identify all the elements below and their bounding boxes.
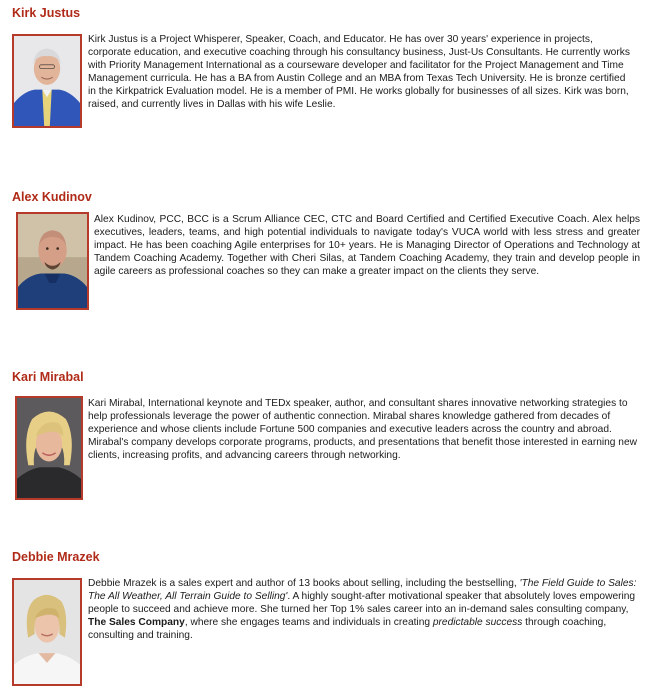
speaker-name: Kari Mirabal (12, 370, 84, 384)
speaker-name: Debbie Mrazek (12, 550, 100, 564)
speaker-photo (12, 578, 82, 686)
book-title: 'The Field Guide to Sales: The All Weather, All Terrain Guide to Selling' (88, 578, 637, 603)
speaker-photo (16, 212, 89, 310)
bio-text: Debbie Mrazek is a sales expert and author of 13 books about selling, including the bestselling, (88, 578, 520, 589)
speaker-bio: Kari Mirabal, International keynote and TEDx speaker, author, and consultant shares innovative networking strategies to help professionals leverage the power of authentic connection. Mirabal shares knowledge gathered from decades of experience and whose clients include Fortune 500 companies and executive leaders across the country and abroad. Mirabal's company develops corporate programs, products, and presentations that benefit those interested in earning new clients, increasing profits, and advancing careers through networking. (88, 398, 637, 462)
speaker-photo (12, 34, 82, 128)
bio-text: , where she engages teams and individuals in creating (184, 617, 433, 629)
speaker-bio: Alex Kudinov, PCC, BCC is a Scrum Alliance CEC, CTC and Board Certified and Certified Executive Coach. Alex helps executives, leaders, teams, and high potential individuals to navigate today's VUCA world with less stress and greater impact. He has been coaching Agile enterprises for 10+ years. He is Managing Director of Operations and Technology at Tandem Coaching Academy. Together with Cheri Silas, at Tandem Coaching Academy, they train and develop people in agile careers as professional coaches so they can make a greater impact on the clients they serve. (94, 214, 640, 278)
speaker-bio (88, 577, 640, 642)
speaker-name: Alex Kudinov (12, 190, 92, 204)
speaker-bio: Kirk Justus is a Project Whisperer, Speaker, Coach, and Educator. He has over 30 years' experience in projects, corporate education, and executive coaching through his consultancy business, Just-Us Consultants. He currently works with Priority Management International as a courseware developer and facilitator for the Project Management and Time Management curricula. He has a BA from Austin College and an MBA from Texas Tech University. He is bronze certified in the Kirkpatrick Evaluation model. He is a member of PMI. He works globally for businesses of all sizes. Kirk was born, raised, and currently lives in Dallas with his wife Leslie. (88, 34, 630, 111)
bio-text: . A highly sought-after motivational speaker that absolutely loves empowering people to succeed and achieve more. She turned her Top 1% sales career into an in-demand sales consulting company, (88, 591, 636, 616)
speaker-name: Kirk Justus (12, 6, 81, 20)
company-name: The Sales Company (88, 617, 185, 629)
emphasis-text: predictable success (432, 617, 523, 629)
bio-text: through coaching, consulting and training. (88, 617, 607, 642)
speaker-photo (15, 396, 83, 500)
